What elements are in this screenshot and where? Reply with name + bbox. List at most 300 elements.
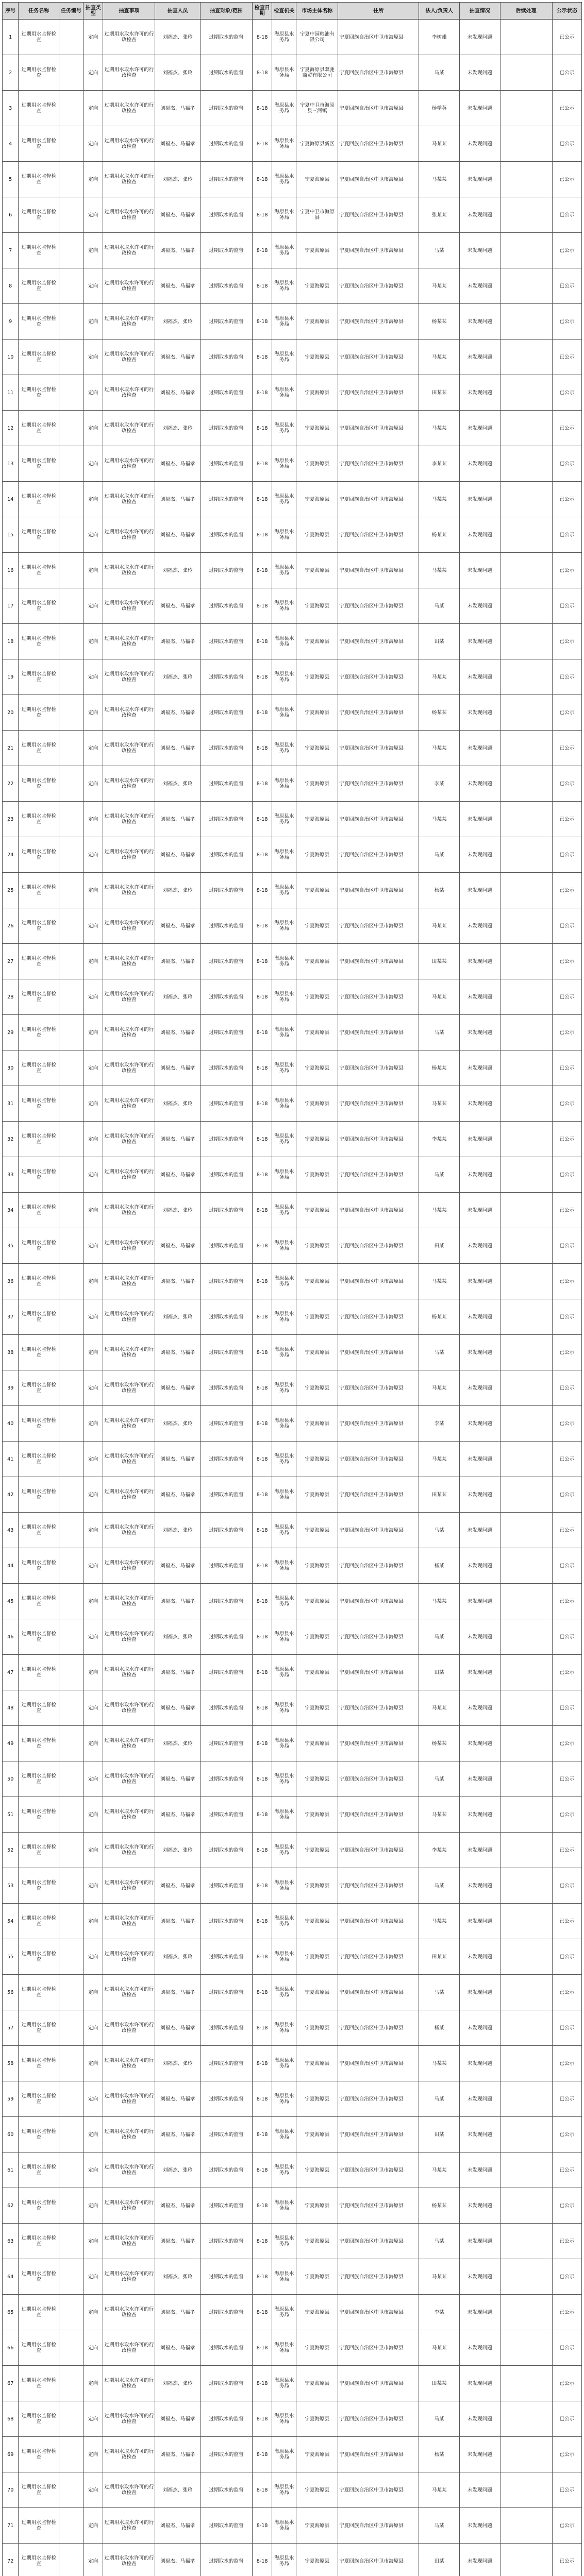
table-cell (500, 126, 552, 162)
table-cell: 8-18 (253, 588, 272, 624)
table-cell: 过期用水监督检查 (19, 766, 59, 802)
table-cell: 29 (3, 1015, 19, 1050)
table-cell: 未发现问题 (459, 411, 500, 446)
table-cell: 过期用水监督检查 (19, 1442, 59, 1477)
table-row (3, 126, 582, 162)
table-cell: 过期用水取水许可的行政检查 (103, 802, 155, 837)
table-cell (59, 2295, 84, 2330)
table-cell: 8-18 (253, 91, 272, 126)
table-cell: 已公示 (552, 2259, 581, 2295)
table-cell: 海原县水务局 (272, 1833, 296, 1868)
table-cell: 刘福杰、张玲 (155, 162, 201, 197)
table-row (3, 1975, 582, 2010)
table-cell: 过期用水监督检查 (19, 553, 59, 588)
table-cell: 过期取水的监督 (200, 1050, 252, 1086)
table-cell: 过期用水监督检查 (19, 1655, 59, 1690)
table-cell (500, 2188, 552, 2224)
table-cell: 过期取水的监督 (200, 873, 252, 908)
table-cell (59, 802, 84, 837)
table-cell: 已公示 (552, 2188, 581, 2224)
table-cell: 宁夏海原县 (296, 1442, 338, 1477)
table-cell: 宁夏海原县 (296, 2330, 338, 2366)
table-cell: 已公示 (552, 1086, 581, 1122)
table-cell: 海原县水务局 (272, 1370, 296, 1406)
table-cell (500, 766, 552, 802)
table-cell: 宁夏回族自治区中卫市海原县 (338, 1584, 419, 1619)
table-cell: 24 (3, 837, 19, 873)
table-cell: 宁夏海原县 (296, 482, 338, 517)
table-cell (59, 1228, 84, 1264)
table-cell: 定向 (84, 553, 103, 588)
table-cell (500, 1406, 552, 1442)
table-cell: 8-18 (253, 126, 272, 162)
table-cell: 宁夏海原县 (296, 1797, 338, 1833)
table-cell: 过期取水的监督 (200, 1761, 252, 1797)
table-cell: 已公示 (552, 837, 581, 873)
table-cell: 13 (3, 446, 19, 482)
table-cell: 已公示 (552, 908, 581, 944)
table-row (3, 1228, 582, 1264)
table-cell: 过期用水取水许可的行政检查 (103, 446, 155, 482)
table-cell (59, 1370, 84, 1406)
table-row (3, 55, 582, 91)
table-cell: 63 (3, 2224, 19, 2259)
table-cell: 宁夏海原县 (296, 411, 338, 446)
table-cell: 过期用水取水许可的行政检查 (103, 1228, 155, 1264)
table-cell: 宁夏海原县 (296, 1050, 338, 1086)
table-cell: 已公示 (552, 2544, 581, 2576)
table-cell: 8-18 (253, 731, 272, 766)
table-cell: 过期取水的监督 (200, 2295, 252, 2330)
table-cell: 8-18 (253, 340, 272, 375)
table-cell: 海原县水务局 (272, 1015, 296, 1050)
table-cell: 定向 (84, 2330, 103, 2366)
table-cell: 8-18 (253, 1975, 272, 2010)
table-cell: 未发现问题 (459, 1477, 500, 1513)
table-cell: 未发现问题 (459, 2437, 500, 2472)
table-cell: 宁夏海原县 (296, 1833, 338, 1868)
table-cell: 未发现问题 (459, 2081, 500, 2117)
table-cell: 过期用水监督检查 (19, 2437, 59, 2472)
table-cell: 已公示 (552, 1833, 581, 1868)
table-cell: 8-18 (253, 304, 272, 340)
table-cell: 过期用水取水许可的行政检查 (103, 1690, 155, 1726)
table-cell (500, 1726, 552, 1761)
table-cell: 过期用水取水许可的行政检查 (103, 2544, 155, 2576)
table-cell (59, 908, 84, 944)
table-cell: 50 (3, 1761, 19, 1797)
table-cell: 刘福杰、马福孝 (155, 2117, 201, 2153)
table-cell: 宁夏回族自治区中卫市海原县 (338, 1513, 419, 1548)
table-row (3, 482, 582, 517)
table-cell: 8-18 (253, 1370, 272, 1406)
table-cell: 刘福杰、马福孝 (155, 1477, 201, 1513)
table-cell: 55 (3, 1939, 19, 1975)
table-cell: 杨某某 (419, 517, 460, 553)
table-cell: 39 (3, 1370, 19, 1406)
table-cell: 34 (3, 1193, 19, 1228)
table-cell: 定向 (84, 2401, 103, 2437)
table-cell: 刘福杰、马福孝 (155, 2188, 201, 2224)
table-cell: 54 (3, 1904, 19, 1939)
table-cell: 已公示 (552, 1477, 581, 1513)
table-cell: 马某某 (419, 1086, 460, 1122)
table-cell: 过期用水监督检查 (19, 304, 59, 340)
table-cell: 宁夏回族自治区中卫市海原县 (338, 340, 419, 375)
table-cell (59, 1619, 84, 1655)
table-cell: 宁夏回族自治区中卫市海原县 (338, 873, 419, 908)
table-cell: 海原县水务局 (272, 126, 296, 162)
table-cell: 过期用水监督检查 (19, 1193, 59, 1228)
table-cell (59, 2010, 84, 2046)
table-cell: 过期用水取水许可的行政检查 (103, 340, 155, 375)
table-cell: 过期取水的监督 (200, 162, 252, 197)
table-cell: 40 (3, 1406, 19, 1442)
table-cell (59, 20, 84, 55)
table-cell: 刘福杰、马福孝 (155, 1868, 201, 1904)
table-cell: 杨某 (419, 873, 460, 908)
table-cell: 未发现问题 (459, 2401, 500, 2437)
table-cell: 海原县水务局 (272, 2472, 296, 2508)
table-cell (59, 2401, 84, 2437)
table-cell: 过期用水监督检查 (19, 1406, 59, 1442)
table-cell: 未发现问题 (459, 1655, 500, 1690)
table-cell (500, 588, 552, 624)
table-cell: 宁夏海原县 (296, 2472, 338, 2508)
table-cell: 未发现问题 (459, 731, 500, 766)
table-cell (500, 2330, 552, 2366)
table-cell: 已公示 (552, 1228, 581, 1264)
table-cell: 16 (3, 553, 19, 588)
table-row (3, 1904, 582, 1939)
table-cell: 刘福杰、马福孝 (155, 1015, 201, 1050)
table-row (3, 1833, 582, 1868)
table-cell: 宁夏海原县 (296, 2259, 338, 2295)
table-cell: 过期取水的监督 (200, 1335, 252, 1370)
table-cell: 马某 (419, 1157, 460, 1193)
table-cell: 过期取水的监督 (200, 2046, 252, 2081)
table-cell: 过期用水取水许可的行政检查 (103, 1761, 155, 1797)
table-cell (59, 1335, 84, 1370)
table-cell: 定向 (84, 1442, 103, 1477)
table-cell: 过期用水监督检查 (19, 1726, 59, 1761)
table-cell: 过期取水的监督 (200, 1370, 252, 1406)
table-cell: 8-18 (253, 2508, 272, 2544)
table-cell: 宁夏回族自治区中卫市海原县 (338, 1406, 419, 1442)
table-cell (500, 2472, 552, 2508)
table-cell: 宁夏海原县 (296, 873, 338, 908)
table-cell: 定向 (84, 375, 103, 411)
table-cell: 宁夏回族自治区中卫市海原县 (338, 1690, 419, 1726)
table-cell: 刘福杰、马福孝 (155, 340, 201, 375)
table-cell (59, 2366, 84, 2401)
table-cell: 过期用水取水许可的行政检查 (103, 1370, 155, 1406)
table-cell: 过期用水取水许可的行政检查 (103, 624, 155, 659)
table-cell: 59 (3, 2081, 19, 2117)
table-cell: 8-18 (253, 1797, 272, 1833)
table-cell: 过期用水取水许可的行政检查 (103, 1193, 155, 1228)
table-cell: 海原县水务局 (272, 1939, 296, 1975)
table-cell: 8-18 (253, 2046, 272, 2081)
table-cell (500, 837, 552, 873)
table-cell (59, 268, 84, 304)
table-cell: 未发现问题 (459, 1513, 500, 1548)
table-cell: 已公示 (552, 1761, 581, 1797)
table-cell: 8-18 (253, 1690, 272, 1726)
table-cell: 过期用水监督检查 (19, 1690, 59, 1726)
table-cell (59, 624, 84, 659)
table-cell: 刘福杰、张玲 (155, 1513, 201, 1548)
table-cell: 过期用水取水许可的行政检查 (103, 1335, 155, 1370)
table-cell (59, 446, 84, 482)
table-cell: 刘福杰、张玲 (155, 55, 201, 91)
table-cell: 宁夏回族自治区中卫市海原县 (338, 659, 419, 695)
table-cell: 未发现问题 (459, 1975, 500, 2010)
table-cell: 未发现问题 (459, 1868, 500, 1904)
table-cell: 46 (3, 1619, 19, 1655)
table-cell: 未发现问题 (459, 268, 500, 304)
table-cell: 张某某 (419, 197, 460, 233)
table-cell: 宁夏回族自治区中卫市海原县 (338, 837, 419, 873)
table-cell: 刘福杰、马福孝 (155, 731, 201, 766)
table-cell: 过期用水取水许可的行政检查 (103, 837, 155, 873)
table-row (3, 2153, 582, 2188)
table-cell: 定向 (84, 1619, 103, 1655)
table-cell: 已公示 (552, 1548, 581, 1584)
table-row (3, 908, 582, 944)
table-cell: 8-18 (253, 446, 272, 482)
table-cell: 8-18 (253, 233, 272, 268)
table-cell: 14 (3, 482, 19, 517)
table-cell (59, 837, 84, 873)
table-cell: 刘福杰、张玲 (155, 1833, 201, 1868)
table-cell: 海原县水务局 (272, 624, 296, 659)
table-cell: 过期取水的监督 (200, 1122, 252, 1157)
table-cell: 海原县水务局 (272, 695, 296, 731)
table-cell: 9 (3, 304, 19, 340)
table-cell: 定向 (84, 1584, 103, 1619)
table-cell: 田某某 (419, 1939, 460, 1975)
table-cell: 过期用水监督检查 (19, 126, 59, 162)
table-cell: 刘福杰、张玲 (155, 1406, 201, 1442)
table-cell: 定向 (84, 731, 103, 766)
table-cell: 宁夏海原县 (296, 1690, 338, 1726)
table-cell: 过期取水的监督 (200, 1157, 252, 1193)
table-cell: 过期用水监督检查 (19, 197, 59, 233)
table-cell: 未发现问题 (459, 197, 500, 233)
table-cell: 已公示 (552, 2081, 581, 2117)
table-cell: 宁夏海原县 (296, 588, 338, 624)
table-cell: 37 (3, 1299, 19, 1335)
table-cell: 48 (3, 1690, 19, 1726)
table-cell: 定向 (84, 20, 103, 55)
table-cell: 定向 (84, 2472, 103, 2508)
table-cell: 宁夏回族自治区中卫市海原县 (338, 1797, 419, 1833)
table-cell: 宁夏海原县 (296, 1726, 338, 1761)
table-cell: 未发现问题 (459, 1761, 500, 1797)
table-cell (59, 2081, 84, 2117)
table-cell (59, 2259, 84, 2295)
table-cell: 刘福杰、马福孝 (155, 1122, 201, 1157)
table-row (3, 517, 582, 553)
table-row (3, 1086, 582, 1122)
table-cell: 马某 (419, 1761, 460, 1797)
table-cell: 定向 (84, 55, 103, 91)
table-cell: 宁夏回族自治区中卫市海原县 (338, 553, 419, 588)
table-cell: 8-18 (253, 1655, 272, 1690)
table-cell: 刘福杰、张玲 (155, 873, 201, 908)
table-cell: 刘福杰、张玲 (155, 20, 201, 55)
table-cell: 定向 (84, 1797, 103, 1833)
table-cell: 64 (3, 2259, 19, 2295)
table-cell: 未发现问题 (459, 20, 500, 55)
table-cell (500, 1939, 552, 1975)
table-cell: 已公示 (552, 1264, 581, 1299)
table-cell: 宁夏回族自治区中卫市海原县 (338, 2366, 419, 2401)
table-cell: 宁夏海原县 (296, 766, 338, 802)
table-cell: 已公示 (552, 1157, 581, 1193)
table-cell: 刘福杰、张玲 (155, 2366, 201, 2401)
table-cell: 过期用水监督检查 (19, 1548, 59, 1584)
table-cell: 过期用水取水许可的行政检查 (103, 1477, 155, 1513)
table-cell: 8-18 (253, 1442, 272, 1477)
table-cell: 马某某 (419, 162, 460, 197)
table-cell: 31 (3, 1086, 19, 1122)
table-cell: 定向 (84, 1370, 103, 1406)
table-cell: 已公示 (552, 304, 581, 340)
table-cell (59, 1193, 84, 1228)
table-cell: 过期用水监督检查 (19, 2330, 59, 2366)
table-cell: 过期用水监督检查 (19, 91, 59, 126)
table-cell (59, 1442, 84, 1477)
table-cell: 过期用水取水许可的行政检查 (103, 268, 155, 304)
table-cell: 过期取水的监督 (200, 1477, 252, 1513)
table-cell: 海原县水务局 (272, 1761, 296, 1797)
table-cell: 宁夏海原县 (296, 2224, 338, 2259)
table-cell (500, 375, 552, 411)
table-cell: 过期取水的监督 (200, 2117, 252, 2153)
table-row (3, 1584, 582, 1619)
table-cell: 未发现问题 (459, 233, 500, 268)
table-cell: 25 (3, 873, 19, 908)
table-cell: 过期取水的监督 (200, 553, 252, 588)
table-cell: 3 (3, 91, 19, 126)
table-cell: 过期用水取水许可的行政检查 (103, 2437, 155, 2472)
table-cell: 宁夏回族自治区中卫市海原县 (338, 2153, 419, 2188)
table-cell: 刘福杰、马福孝 (155, 2010, 201, 2046)
table-cell: 宁夏回族自治区中卫市海原县 (338, 624, 419, 659)
table-row (3, 1015, 582, 1050)
table-cell (59, 1406, 84, 1442)
table-cell: 过期用水取水许可的行政检查 (103, 304, 155, 340)
table-cell: 已公示 (552, 411, 581, 446)
table-cell: 海原县水务局 (272, 1335, 296, 1370)
table-cell (59, 873, 84, 908)
table-cell: 杨某 (419, 1548, 460, 1584)
table-cell (59, 91, 84, 126)
table-cell: 马某 (419, 837, 460, 873)
table-cell: 定向 (84, 2117, 103, 2153)
table-cell: 过期用水监督检查 (19, 2153, 59, 2188)
table-cell: 过期用水取水许可的行政检查 (103, 2010, 155, 2046)
table-cell: 宁夏回族自治区中卫市海原县 (338, 126, 419, 162)
table-cell: 宁夏海原县 (296, 802, 338, 837)
table-cell: 已公示 (552, 1584, 581, 1619)
table-cell: 定向 (84, 2046, 103, 2081)
table-cell (59, 1833, 84, 1868)
table-cell: 刘福杰、马福孝 (155, 1548, 201, 1584)
table-cell: 8-18 (253, 2153, 272, 2188)
table-cell: 定向 (84, 2010, 103, 2046)
table-cell: 过期用水监督检查 (19, 482, 59, 517)
table-cell: 已公示 (552, 1904, 581, 1939)
table-cell (59, 304, 84, 340)
table-cell: 已公示 (552, 1370, 581, 1406)
table-cell: 宁夏海原县 (296, 340, 338, 375)
table-cell: 定向 (84, 588, 103, 624)
table-cell: 海原县水务局 (272, 588, 296, 624)
table-cell: 宁夏海原县 (296, 1015, 338, 1050)
table-cell (500, 1335, 552, 1370)
table-cell: 定向 (84, 233, 103, 268)
table-row (3, 1122, 582, 1157)
table-cell: 8-18 (253, 197, 272, 233)
table-row (3, 2437, 582, 2472)
table-cell: 8-18 (253, 1584, 272, 1619)
table-cell: 海原县水务局 (272, 375, 296, 411)
table-cell: 宁夏回族自治区中卫市海原县 (338, 1726, 419, 1761)
table-cell: 8-18 (253, 411, 272, 446)
table-cell (59, 2188, 84, 2224)
table-cell: 过期用水取水许可的行政检查 (103, 91, 155, 126)
table-cell (59, 1477, 84, 1513)
table-cell: 过期取水的监督 (200, 802, 252, 837)
table-cell: 过期用水取水许可的行政检查 (103, 908, 155, 944)
table-row (3, 1050, 582, 1086)
table-cell: 8-18 (253, 1761, 272, 1797)
table-cell: 35 (3, 1228, 19, 1264)
table-cell: 过期用水监督检查 (19, 873, 59, 908)
table-cell: 定向 (84, 482, 103, 517)
table-cell: 45 (3, 1584, 19, 1619)
table-cell: 宁夏回族自治区中卫市海原县 (338, 1477, 419, 1513)
table-cell: 未发现问题 (459, 2259, 500, 2295)
table-cell: 宁夏中卫市海原县 (296, 197, 338, 233)
table-cell: 过期用水监督检查 (19, 162, 59, 197)
table-cell: 刘福杰、马福孝 (155, 2330, 201, 2366)
table-cell: 宁夏海原县 (296, 1655, 338, 1690)
table-cell: 宁夏海原县 (296, 1157, 338, 1193)
table-cell: 未发现问题 (459, 2046, 500, 2081)
table-cell: 宁夏海原县 (296, 1761, 338, 1797)
table-cell: 未发现问题 (459, 304, 500, 340)
table-cell: 海原县水务局 (272, 1513, 296, 1548)
table-row (3, 1690, 582, 1726)
table-cell: 56 (3, 1975, 19, 2010)
table-cell: 海原县水务局 (272, 197, 296, 233)
table-cell (500, 91, 552, 126)
table-cell: 过期取水的监督 (200, 340, 252, 375)
table-cell: 过期取水的监督 (200, 1193, 252, 1228)
table-cell: 过期取水的监督 (200, 1228, 252, 1264)
table-cell: 宁夏回族自治区中卫市海原县 (338, 1193, 419, 1228)
table-cell (500, 659, 552, 695)
table-cell: 过期取水的监督 (200, 2472, 252, 2508)
table-cell: 过期取水的监督 (200, 979, 252, 1015)
table-cell: 杨某某 (419, 695, 460, 731)
table-cell: 过期取水的监督 (200, 659, 252, 695)
table-cell: 马某 (419, 2224, 460, 2259)
